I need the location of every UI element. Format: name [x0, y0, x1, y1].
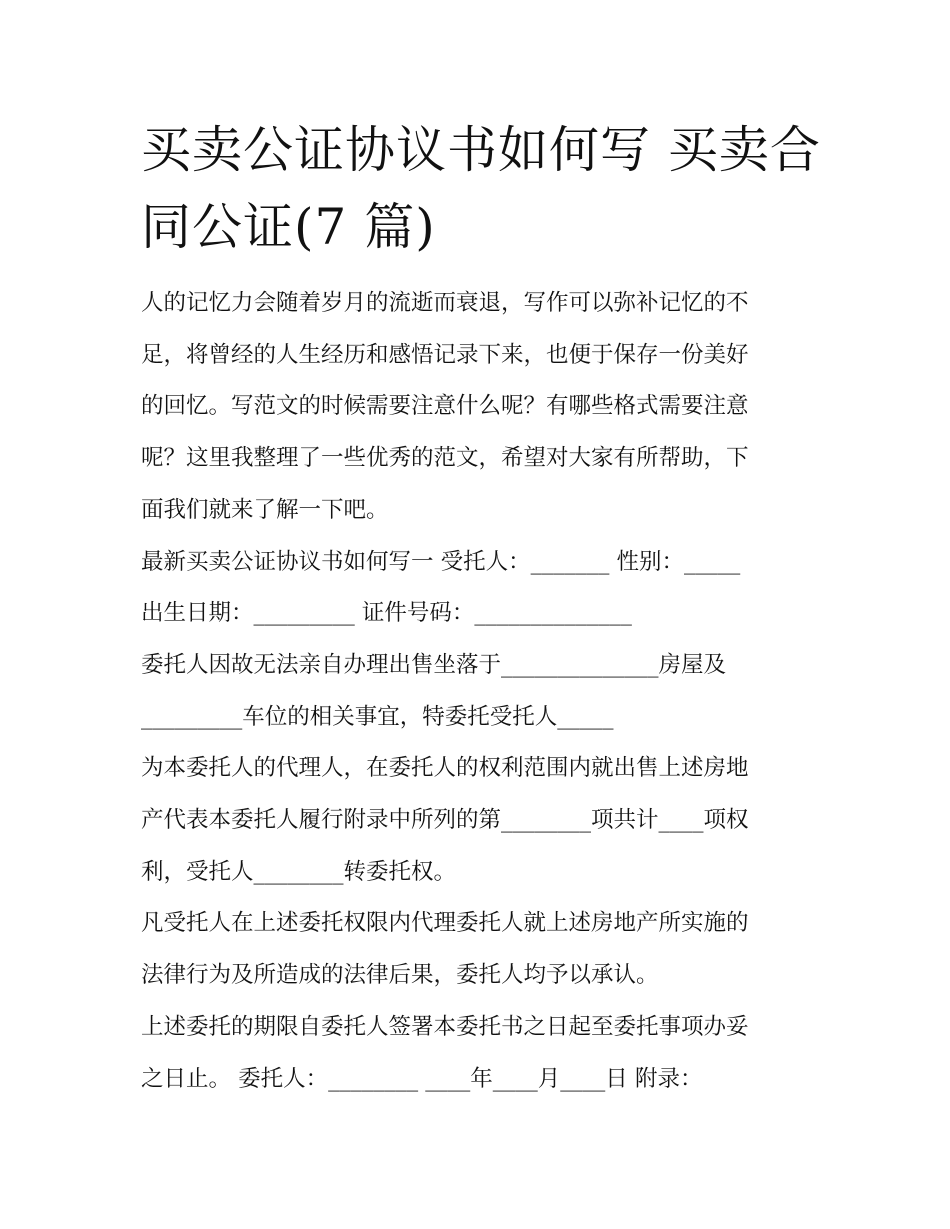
body-line: 人的记忆力会随着岁月的流逝而衰退，写作可以弥补记忆的不 [141, 290, 749, 316]
title-line-1: 买卖公证协议书如何写 买卖合 [141, 121, 821, 179]
title-line-2: 同公证(7 篇) [141, 198, 436, 256]
body-line: 出生日期：_________ 证件号码：______________ [141, 600, 632, 627]
body-line: _________车位的相关事宜，特委托受托人_____ [141, 703, 614, 730]
body-line: 呢？这里我整理了一些优秀的范文，希望对大家有所帮助，下 [141, 445, 749, 472]
body-line: 为本委托人的代理人，在委托人的权利范围内就出售上述房地 [141, 755, 749, 782]
body-line: 上述委托的期限自委托人签署本委托书之日起至委托事项办妥 [141, 1013, 749, 1040]
body-line: 之日止。 委托人：________ ____年____月____日 附录： [141, 1065, 703, 1092]
body-line: 面我们就来了解一下吧。 [141, 496, 389, 523]
document-body [141, 278, 821, 1105]
body-line: 产代表本委托人履行附录中所列的第________项共计____项权 [141, 807, 749, 834]
body-line: 凡受托人在上述委托权限内代理委托人就上述房地产所实施的 [141, 910, 749, 937]
body-line: 法律行为及所造成的法律后果，委托人均予以承认。 [141, 962, 659, 989]
body-line: 委托人因故无法亲自办理出售坐落于______________房屋及 [141, 651, 727, 678]
body-line: 的回忆。写范文的时候需要注意什么呢？有哪些格式需要注意 [141, 393, 749, 420]
body-line: 利，受托人________转委托权。 [141, 858, 457, 885]
body-line: 足，将曾经的人生经历和感悟记录下来，也便于保存一份美好 [141, 341, 749, 368]
body-line: 最新买卖公证协议书如何写一 受托人：_______ 性别：_____ [141, 548, 741, 575]
document-title [141, 112, 821, 266]
